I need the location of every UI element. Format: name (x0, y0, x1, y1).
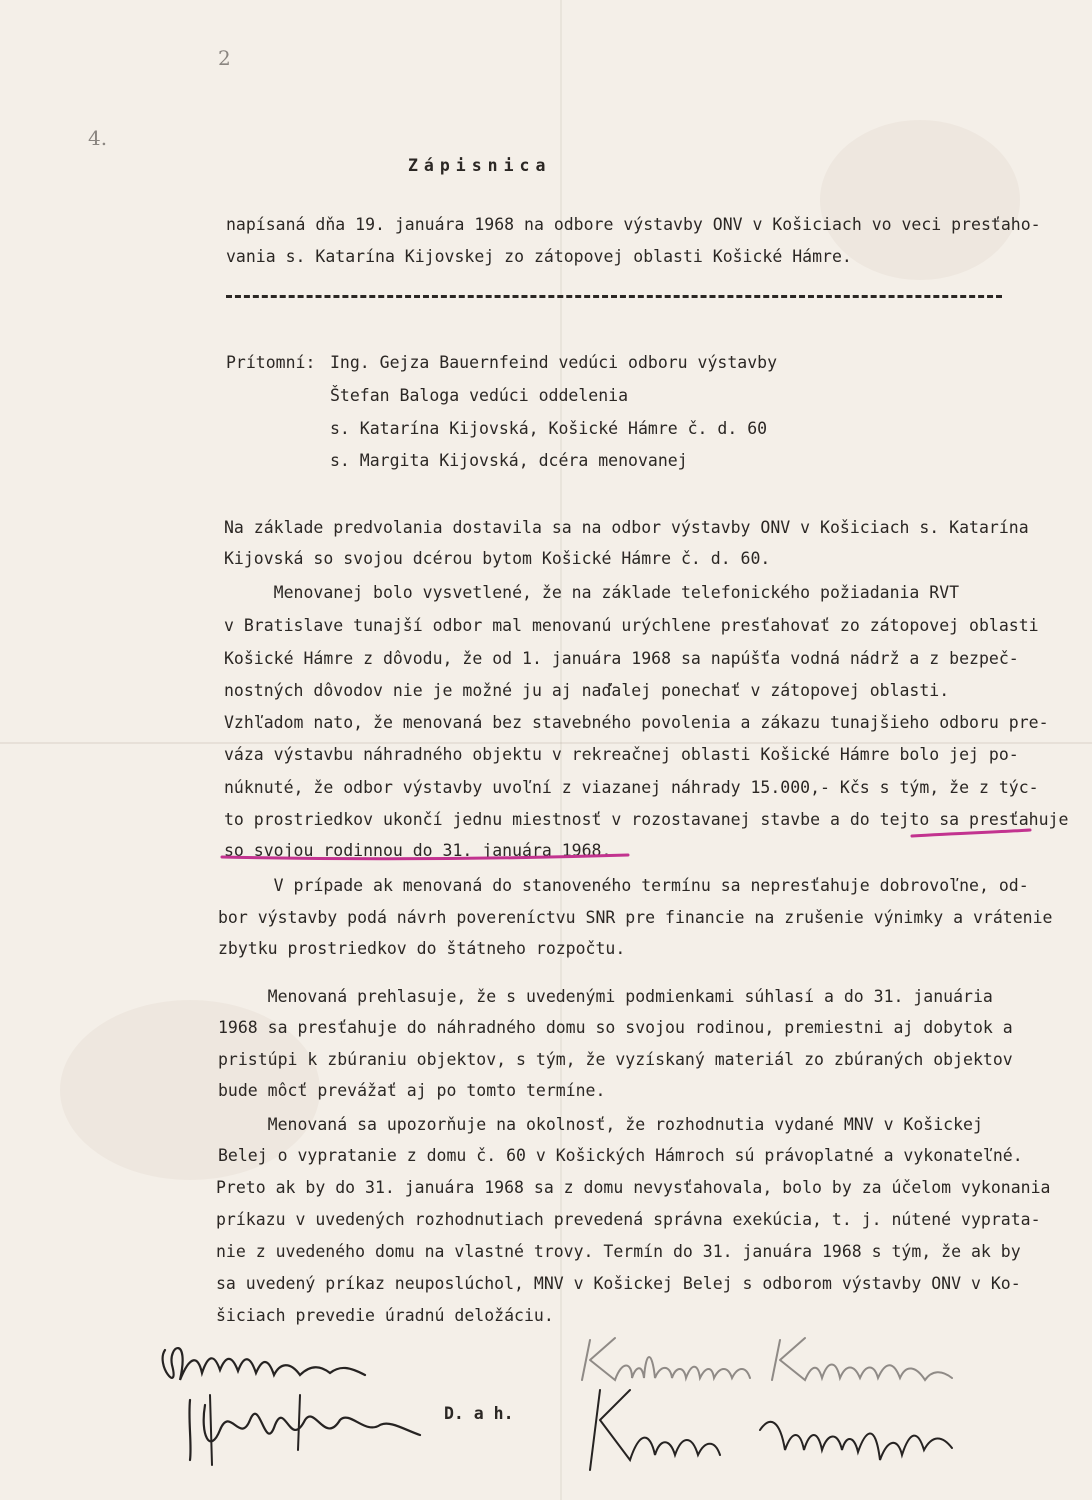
signature-right (560, 1320, 980, 1490)
body-line: Vzhľadom nato, že menovaná bez stavebného povolenia a zákazu tunajšieho odboru pre- (224, 713, 1049, 732)
body-line: Belej o vypratanie z domu č. 60 v Košických Hámroch sú právoplatné a vykonateľné. (218, 1146, 1023, 1165)
dah-mark: D. a h. (444, 1404, 514, 1423)
body-line: sa uvedený príkaz neuposlúchol, MNV v Košickej Belej s odborom výstavby ONV v Ko- (216, 1274, 1021, 1293)
signature-left (150, 1325, 450, 1485)
body-line: pristúpi k zbúraniu objektov, s tým, že vyzískaný materiál zo zbúraných objektov (218, 1050, 1013, 1069)
body-line: núknuté, že odbor výstavby uvoľní z viazanej náhrady 15.000,- Kčs s tým, že z týc- (224, 778, 1039, 797)
body-line: to prostriedkov ukončí jednu miestnosť v rozostavanej stavbe a do tejto sa presťahuje (224, 810, 1069, 829)
body-line: V prípade ak menovaná do stanoveného termínu sa nepresťahuje dobrovoľne, od- (224, 876, 1029, 895)
body-line: bor výstavby podá návrh povereníctvu SNR pre financie na zrušenie výnimky a vrátenie (218, 908, 1053, 927)
body-line: Kijovská so svojou dcérou bytom Košické Hámre č. d. 60. (224, 549, 771, 568)
body-line: váza výstavbu náhradného objektu v rekreačnej oblasti Košické Hámre bolo jej po- (224, 745, 1019, 764)
body-line: Menovaná prehlasuje, že s uvedenými podmienkami súhlasí a do 31. januária (218, 987, 993, 1006)
body-line: so svojou rodinnou do 31. januára 1968. (224, 841, 612, 860)
body-line: bude môcť prevážať aj po tomto termíne. (218, 1081, 606, 1100)
body-line: Preto ak by do 31. januára 1968 sa z domu nevysťahovala, bolo by za účelom vykonania (216, 1178, 1051, 1197)
body-line: šiciach prevedie úradnú deložáciu. (216, 1306, 554, 1325)
body-line: 1968 sa presťahuje do náhradného domu so svojou rodinou, premiestni aj dobytok a (218, 1018, 1013, 1037)
body-line: nie z uvedeného domu na vlastné trovy. Termín do 31. januára 1968 s tým, že ak by (216, 1242, 1021, 1261)
present-line: s. Margita Kijovská, dcéra menovanej (330, 451, 688, 470)
body-line: nostných dôvodov nie je možné ju aj naďalej ponechať v zátopovej oblasti. (224, 681, 950, 700)
intro-line: napísaná dňa 19. januára 1968 na odbore výstavby ONV v Košiciach vo veci presťaho- (226, 215, 1041, 234)
body-line: Košické Hámre z dôvodu, že od 1. januára 1968 sa napúšťa vodná nádrž a z bezpeč- (224, 649, 1019, 668)
underline-mark (222, 855, 628, 859)
present-line: Štefan Baloga vedúci oddelenia (330, 386, 629, 405)
present-label: Prítomní: (226, 353, 316, 372)
underline-mark (912, 830, 1030, 836)
body-line: Menovaná sa upozorňuje na okolnosť, že rozhodnutia vydané MNV v Košickej (218, 1115, 983, 1134)
pencil-mark: 4. (88, 126, 108, 150)
body-line: v Bratislave tunajší odbor mal menovanú urýchlene presťahovať zo zátopovej oblasti (224, 616, 1039, 635)
body-line: Na základe predvolania dostavila sa na odbor výstavby ONV v Košiciach s. Katarína (224, 518, 1029, 537)
present-line: Ing. Gejza Bauernfeind vedúci odboru výstavby (330, 353, 778, 372)
intro-line: vania s. Katarína Kijovskej zo zátopovej oblasti Košické Hámre. (226, 247, 852, 266)
present-line: s. Katarína Kijovská, Košické Hámre č. d. 60 (330, 419, 768, 438)
document-title: Zápisnica (408, 156, 552, 175)
body-line: príkazu v uvedených rozhodnutiach prevedená správna exekúcia, t. j. nútené vyprata- (216, 1210, 1041, 1229)
body-line: Menovanej bolo vysvetlené, že na základe telefonického požiadania RVT (224, 583, 960, 602)
pencil-mark: 2 (218, 46, 231, 70)
body-line: zbytku prostriedkov do štátneho rozpočtu. (218, 939, 626, 958)
